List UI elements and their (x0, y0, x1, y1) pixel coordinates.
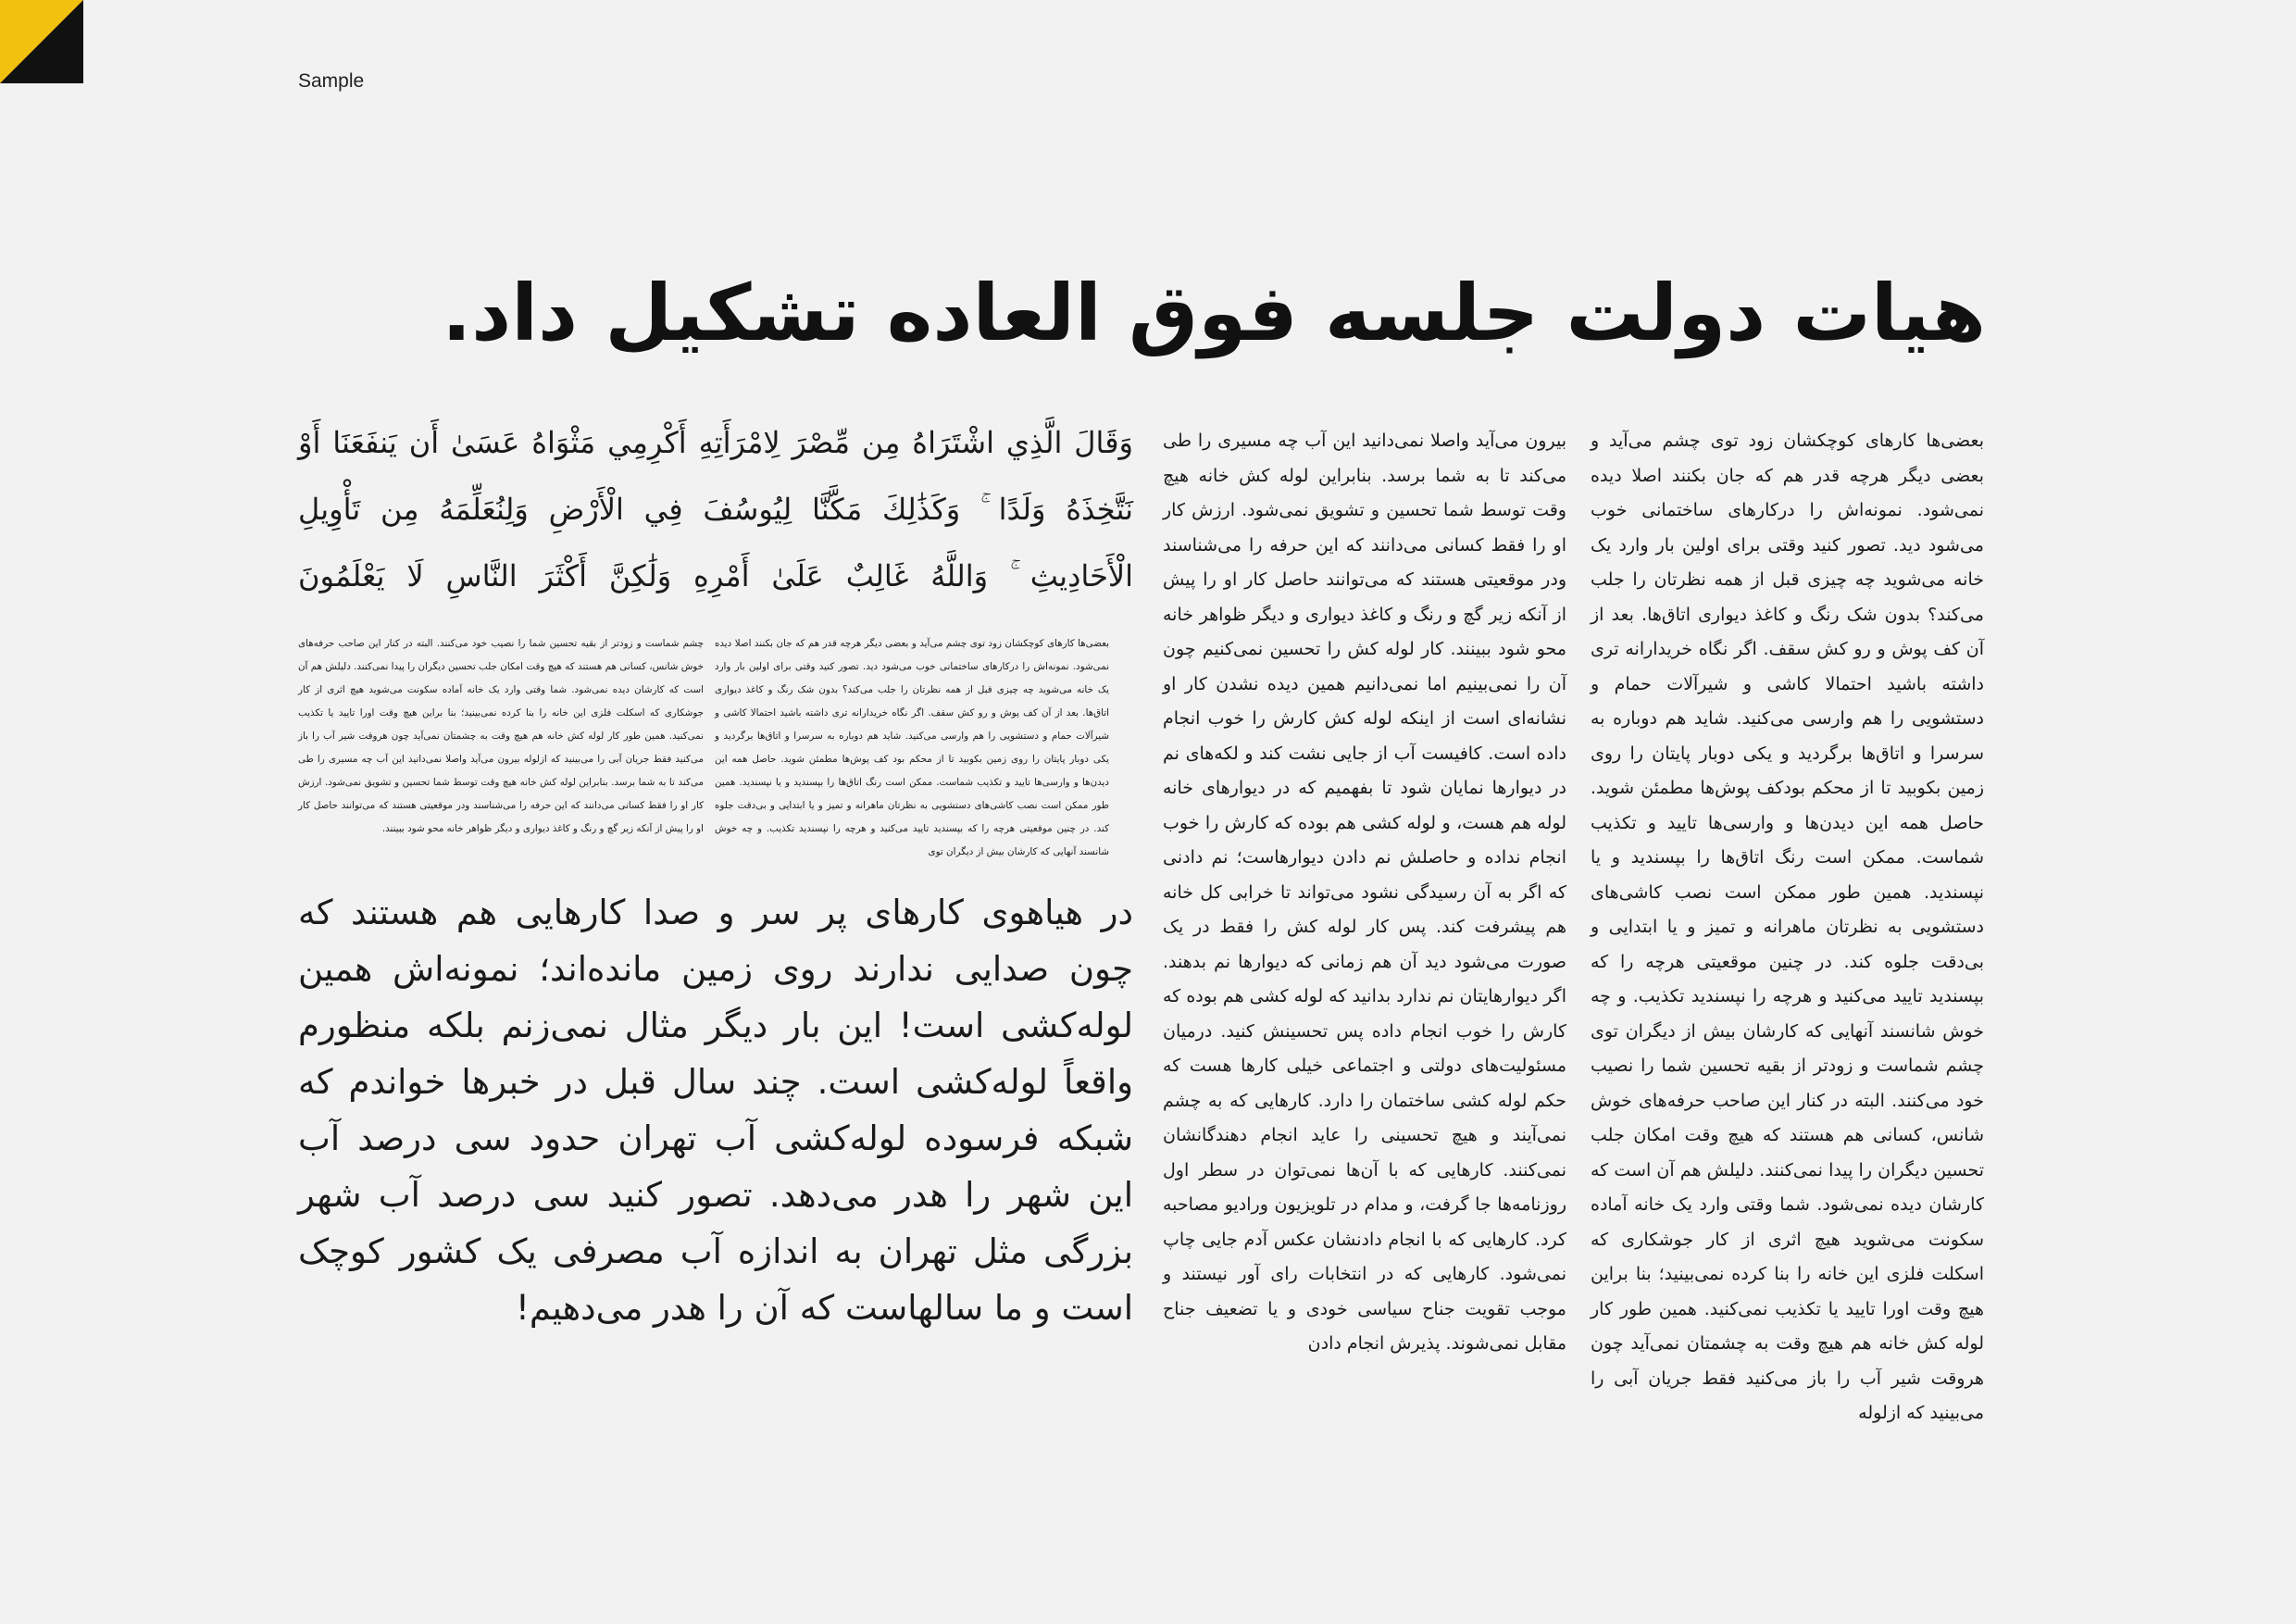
headline: هیات دولت جلسه فوق العاده تشکیل داد. (442, 268, 1986, 358)
body-column-right: بعضی‌ها کارهای کوچکشان زود توی چشم می‌آید و بعضی دیگر هرچه قدر هم که جان بکنند اصلا دیده نمی‌شود. نمونه‌اش را درکارهای ساختمانی خوب می‌شود دید. تصور کنید وقتی برای اولین بار وارد یک خانه می‌شوید چه چیزی قبل از همه نظرتان را جلب می‌کند؟ بدون شک رنگ و کاغذ دیواری اتاق‌ها. بعد از آن کف پوش و رو کش سقف. اگر نگاه خریدارانه تری داشته باشید احتمالا کاشی و شیرآلات حمام و دستشویی را هم وارسی می‌کنید. شاید هم دوباره به سرسرا و اتاق‌ها برگردید و یکی دوبار پایتان را روی زمین بکوبید تا از محکم بودکف پوش‌ها مطمئن شوید. حاصل همه این دیدن‌ها و وارسی‌ها تایید و تکذیب شماست. ممکن است رنگ اتاق‌ها را بپسندید و یا نپسندید. همین طور ممکن است نصب کاشی‌های دستشویی به نظرتان ماهرانه و تمیز و یا ابتدایی و بی‌دقت جلوه کند. در چنین موقعیتی هرچه را که بپسندید تایید می‌کنید و هرچه را نپسندید تکذیب. و چه خوش شانسند آنهایی که کارشان بیش از دیگران توی چشم شماست و زودتر از بقیه تحسین شما را نصیب خود می‌کنند. البته در کنار این صاحب حرفه‌های خوش شانس، کسانی هم هستند که هیچ وقت امکان جلب تحسین دیگران را پیدا نمی‌کنند. دلیلش هم آن است که کارشان دیده نمی‌شود. شما وقتی وارد یک خانه آماده سکونت می‌شوید هیچ اثری از کار جوشکاری که اسکلت فلزی این خانه را بنا کرده نمی‌بینید؛ بنا براین هیچ وقت اورا تایید یا تکذیب نمی‌کنید. همین طور کار لوله کش خانه هم هیچ وقت به چشمتان نمی‌آید چون هروقت شیر آب را باز می‌کنید فقط جریان آبی را می‌بینید که ازلوله (1591, 431, 1984, 1423)
corner-logo-icon (0, 0, 83, 83)
small-column-right: بعضی‌ها کارهای کوچکشان زود توی چشم می‌آید و بعضی دیگر هرچه قدر هم که جان بکنند اصلا دیده نمی‌شود. نمونه‌اش را درکارهای ساختمانی خوب می‌شود دید. تصور کنید وقتی برای اولین بار وارد یک خانه می‌شوید چه چیزی قبل از همه نظرتان را جلب می‌کند؟ بدون شک رنگ و کاغذ دیواری اتاق‌ها. بعد از آن کف پوش و رو کش سقف. اگر نگاه خریدارانه تری داشته باشید احتمالا کاشی و شیرآلات حمام و دستشویی را هم وارسی می‌کنید. شاید هم دوباره به سرسرا و اتاق‌ها برگردید و یکی دوبار پایتان را روی زمین بکوبید تا از محکم بود کف پوش‌ها مطمئن شوید. حاصل همه این دیدن‌ها و وارسی‌ها تایید و تکذیب شماست. ممکن است رنگ اتاق‌ها را بپسندید و یا نپسندید. همین طور ممکن است نصب کاشی‌های دستشویی به نظرتان ماهرانه و تمیز و یا ابتدایی و بی‌دقت جلوه کند. در چنین موقعیتی هرچه را که بپسندید تایید می‌کنید و هرچه را نپسندید تکذیب. و چه خوش شانسند آنهایی که کارشان بیش از دیگران توی (715, 638, 1109, 857)
sample-label: Sample (298, 70, 365, 92)
body-column-middle: بیرون می‌آید واصلا نمی‌دانید این آب چه مسیری را طی می‌کند تا به شما برسد. بنابراین لوله کش خانه هیچ وقت توسط شما تحسین و تشویق نمی‌شود. ارزش کار او را فقط کسانی می‌دانند که این حرفه را می‌شناسند ودر موقعیتی هستند که می‌توانند حاصل کار او را پیش از آنکه زیر گچ و رنگ و کاغذ دیواری و دیگر ظواهر خانه محو شود ببینند. کار لوله کش را تحسین نمی‌کنیم چون آن را نمی‌بینیم اما نمی‌دانیم همین دیده نشدن کار او نشانه‌ای است از اینکه لوله کش کارش را خوب انجام داده است. کافیست آب از جایی نشت کند و لکه‌های نم در دیوارها نمایان شود تا بفهمیم که در دیوارهای خانه لوله هم هست، و لوله کشی هم بوده که کارش را خوب انجام نداده و حاصلش نم دادن دیوارهاست؛ نم دادنی که اگر به آن رسیدگی نشود می‌تواند تا خرابی کل خانه هم پیشرفت کند. پس کار لوله کش را فقط در یک صورت می‌شود دید آن هم زمانی که دیوارها نم بدهند. اگر دیوارهایتان نم ندارد بدانید که لوله کشی هم بوده که کارش را خوب انجام داده پس تحسینش کنید. درمیان مسئولیت‌های دولتی و اجتماعی خیلی کارها هست که حکم لوله کشی ساختمان را دارد. کارهایی که به چشم نمی‌آیند و هیچ تحسینی را عاید انجام دهندگانشان نمی‌کنند. کارهایی که با آن‌ها نمی‌توان در سطر اول روزنامه‌ها جا گرفت، و مدام در تلویزیون ورادیو مصاحبه کرد. کارهایی که با انجام دادنشان عکس آدم جایی چاپ نمی‌شود. کارهایی که در انتخابات رای آور نیستند و موجب تقویت جناح سیاسی خودی و یا تضعیف جناح مقابل نمی‌شوند. پذیرش انجام دادن (1163, 431, 1566, 1354)
arabic-verse: وَقَالَ الَّذِي اشْتَرَاهُ مِن مِّصْرَ لِامْرَأَتِهِ أَكْرِمِي مَثْوَاهُ عَسَىٰ أَن يَنفَعَنَا أَوْ نَتَّخِذَهُ وَلَدًا ۚ وَكَذَٰلِكَ مَكَّنَّا لِيُوسُفَ فِي الْأَرْضِ وَلِنُعَلِّمَهُ مِن تَأْوِيلِ الْأَحَادِيثِ ۚ وَاللَّهُ غَالِبٌ عَلَىٰ أَمْرِهِ وَلَٰكِنَّ أَكْثَرَ النَّاسِ لَا يَعْلَمُونَ (298, 425, 1134, 593)
small-column-left: چشم شماست و زودتر از بقیه تحسین شما را نصیب خود می‌کنند. البته در کنار این صاحب حرفه‌های خوش شانس، کسانی هم هستند که هیچ وقت امکان جلب تحسین دیگران را پیدا نمی‌کنند. دلیلش هم آن است که کارشان دیده نمی‌شود. شما وقتی وارد یک خانه آماده سکونت می‌شوید هیچ اثری از کار جوشکاری که اسکلت فلزی این خانه را بنا کرده نمی‌بینید؛ بنا براین هیچ وقت اورا تایید یا تکذیب نمی‌کنید. همین طور کار لوله کش خانه هم هیچ وقت به چشمتان نمی‌آید چون هروقت شیر آب را باز می‌کنید فقط جریان آبی را می‌بینید که ازلوله بیرون می‌آید واصلا نمی‌دانید این آب چه مسیری را طی می‌کند تا به شما برسد. بنابراین لوله کش خانه هیچ وقت توسط شما تحسین و تشویق نمی‌شود. ارزش کار او را فقط کسانی می‌دانند که این حرفه را می‌شناسند ودر موقعیتی هستند که می‌توانند حاصل کار او را پیش از آنکه زیر گچ و رنگ و کاغذ دیواری و دیگر ظواهر خانه محو شود ببینند. (298, 638, 704, 834)
large-paragraph: در هیاهوی کارهای پر سر و صدا کارهایی هم هستند که چون صدایی ندارند روی زمین مانده‌اند؛ نمونه‌اش همین لوله‌کشی است! این بار دیگر مثال نمی‌زنم بلکه منظورم واقعاً لوله‌کشی است. چند سال قبل در خبرها خواندم که شبکه فرسوده لوله‌کشی آب تهران حدود سی درصد آب این شهر را هدر می‌دهد. تصور کنید سی درصد آب شهر بزرگی مثل تهران به اندازه آب مصرفی یک کشور کوچک است و ما سالهاست که آن را هدر می‌دهیم! (298, 893, 1133, 1328)
